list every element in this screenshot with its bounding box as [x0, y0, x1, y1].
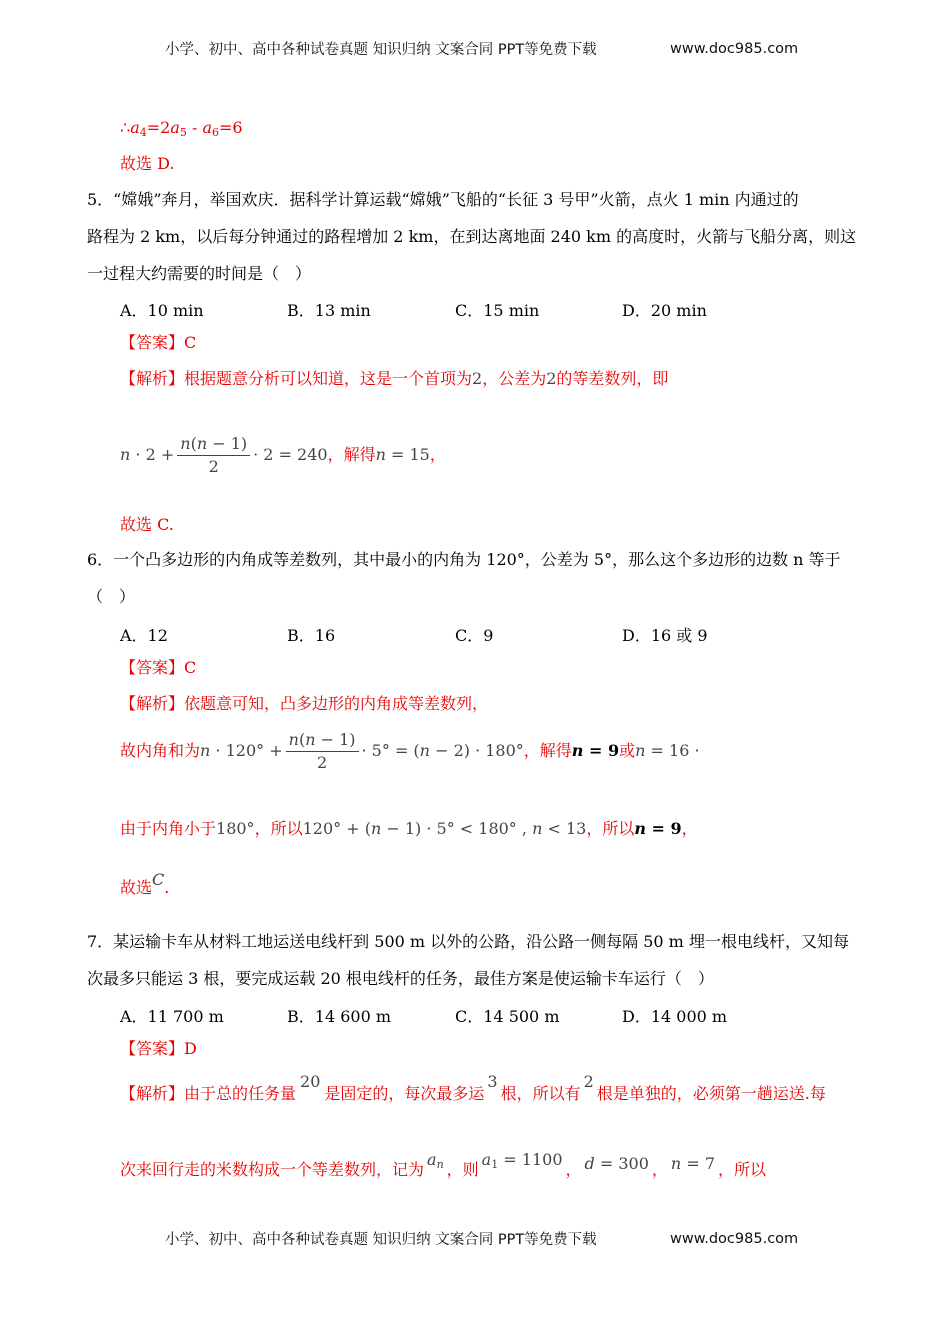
q5-option-c: C．15 min	[455, 301, 540, 320]
footer-url[interactable]: www.doc985.com	[670, 1231, 799, 1247]
q5-answer: 【答案】C	[120, 333, 197, 352]
q6-line1: 6．一个凸多边形的内角成等差数列，其中最小的内角为 120°，公差为 5°，那么这个多边形的边数 n 等于	[87, 550, 841, 569]
q6-sum-equation: 故内角和为n · 120° + $\frac{n(n - 1)}{2}$ · 5° = (n − 2) · 180°，解得n = 9或n = 16 ·	[120, 730, 700, 772]
q5-option-a: A．10 min	[120, 301, 204, 320]
q5-line3: 一过程大约需要的时间是（ ）	[87, 264, 312, 283]
q7-option-b: B．14 600 m	[287, 1007, 392, 1026]
page-header	[165, 40, 597, 60]
q6-answer: 【答案】C	[120, 658, 197, 677]
q7-option-c: C．14 500 m	[455, 1007, 560, 1026]
q5-option-d: D．20 min	[622, 301, 707, 320]
header-url[interactable]: www.doc985.com	[670, 41, 799, 57]
q7-line2: 次最多只能运 3 根，要完成运载 20 根电线杆的任务，最佳方案是使运输卡车运行（ ）	[87, 969, 714, 988]
q5-line1: 5．“嫦娥”奔月，举国欢庆．据科学计算运载“嫦娥”飞船的“长征 3 号甲”火箭，点火 1 min 内通过的	[87, 190, 799, 209]
q6-line2: （ ）	[87, 587, 136, 606]
q7-option-d: D．14 000 m	[622, 1007, 728, 1026]
q6-option-d: D．16 或 9	[622, 626, 708, 645]
q6-choice: 故选C.	[120, 870, 170, 897]
q7-analysis-line2: 次来回行走的米数构成一个等差数列，记为$a_n$ ，则$a_1 = 1100$， d = 300 ， n = 7 ，所以	[120, 1150, 767, 1179]
q7-line1: 7．某运输卡车从材料工地运送电线杆到 500 m 以外的公路，沿公路一侧每隔 50 m 埋一根电线杆，又知每	[87, 932, 849, 951]
prev-choice: 故选 D.	[120, 154, 175, 173]
q7-option-a: A．11 700 m	[120, 1007, 224, 1026]
footer-text: 小学、初中、高中各种试卷真题 知识归纳 文案合同 PPT等免费下载	[165, 1232, 597, 1248]
q6-option-c: C．9	[455, 626, 494, 645]
header-text: 小学、初中、高中各种试卷真题 知识归纳 文案合同 PPT等免费下载	[165, 42, 597, 58]
q5-equation: n · 2 + $\frac{n(n - 1)}{2}$ · 2 = 240，解得n = 15，	[120, 434, 446, 476]
q6-option-a: A．12	[120, 626, 168, 645]
q5-line2: 路程为 2 km，以后每分钟通过的路程增加 2 km，在到达离地面 240 km 的高度时，火箭与飞船分离，则这	[87, 227, 857, 246]
q5-choice: 故选 C.	[120, 515, 174, 534]
q6-option-b: B．16	[287, 626, 336, 645]
prev-conclusion: $\therefore a_4=2a_5 - a_6=6$	[120, 118, 243, 139]
q6-inequality: 由于内角小于180°，所以120° + (n − 1) · 5° < 180° , n < 13，所以n = 9，	[120, 819, 698, 838]
q7-answer: 【答案】D	[120, 1039, 197, 1058]
q6-analysis: 【解析】依题意可知，凸多边形的内角成等差数列，	[120, 694, 489, 713]
page-footer	[165, 1230, 597, 1250]
q5-analysis: 【解析】根据题意分析可以知道，这是一个首项为2，公差为2的等差数列，即	[120, 369, 669, 388]
q7-analysis-line1: 【解析】由于总的任务量20是固定的，每次最多运3根，所以有2根是单独的，必须第一趟运送.每	[120, 1072, 826, 1103]
q5-option-b: B．13 min	[287, 301, 371, 320]
